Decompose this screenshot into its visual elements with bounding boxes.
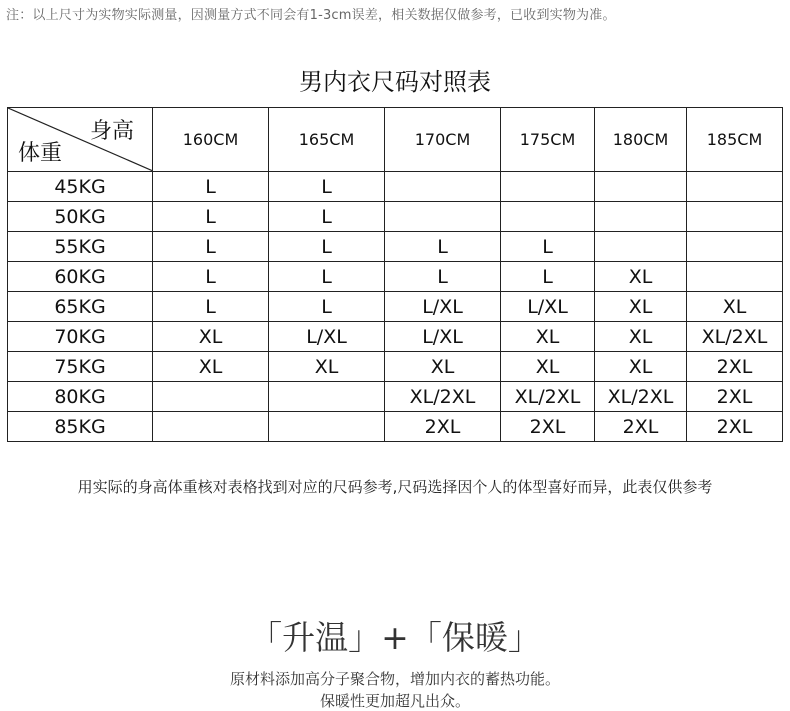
size-cell: L: [269, 202, 385, 232]
size-cell: [385, 202, 501, 232]
row-header-weight: 85KG: [8, 412, 153, 442]
size-cell: 2XL: [595, 412, 687, 442]
size-cell: 2XL: [687, 382, 783, 412]
column-header-height: 180CM: [595, 108, 687, 172]
size-cell: [687, 262, 783, 292]
size-cell: [687, 202, 783, 232]
size-cell: XL/2XL: [501, 382, 595, 412]
row-header-weight: 65KG: [8, 292, 153, 322]
corner-header-cell: [8, 108, 153, 172]
size-cell: XL/2XL: [687, 322, 783, 352]
size-cell: XL: [595, 352, 687, 382]
size-cell: L: [501, 262, 595, 292]
row-header-weight: 70KG: [8, 322, 153, 352]
row-header-weight: 50KG: [8, 202, 153, 232]
size-cell: XL: [269, 352, 385, 382]
table-row: [8, 412, 783, 442]
size-cell: XL: [385, 352, 501, 382]
size-cell: XL: [501, 322, 595, 352]
column-header-height: 185CM: [687, 108, 783, 172]
table-row: [8, 352, 783, 382]
size-cell: L: [385, 232, 501, 262]
column-header-height: 170CM: [385, 108, 501, 172]
size-cell: [687, 172, 783, 202]
size-cell: [269, 412, 385, 442]
size-cell: XL/2XL: [595, 382, 687, 412]
row-header-weight: 45KG: [8, 172, 153, 202]
size-cell: [595, 232, 687, 262]
table-row: [8, 202, 783, 232]
size-cell: [595, 202, 687, 232]
size-cell: [595, 172, 687, 202]
row-header-weight: 60KG: [8, 262, 153, 292]
size-cell: XL: [153, 352, 269, 382]
table-row: [8, 382, 783, 412]
table-row: [8, 292, 783, 322]
promo-description-line: 保暖性更加超凡出众。: [319, 692, 470, 710]
size-cell: L: [153, 232, 269, 262]
size-cell: XL: [687, 292, 783, 322]
size-cell: L: [153, 172, 269, 202]
size-cell: 2XL: [687, 412, 783, 442]
size-cell: L: [153, 202, 269, 232]
row-header-weight: 75KG: [8, 352, 153, 382]
measurement-note: 注：以上尺寸为实物实际测量，因测量方式不同会有1-3cm误差，相关数据仅做参考，已收到实物为准。: [6, 8, 616, 23]
size-cell: L/XL: [269, 322, 385, 352]
size-cell: L: [269, 232, 385, 262]
size-cell: 2XL: [385, 412, 501, 442]
size-cell: [687, 232, 783, 262]
size-cell: XL: [501, 352, 595, 382]
size-cell: L: [501, 232, 595, 262]
size-cell: L: [269, 262, 385, 292]
size-cell: [269, 382, 385, 412]
promo-description-line: 原材料添加高分子聚合物，增加内衣的蓄热功能。: [229, 670, 560, 688]
size-cell: 2XL: [687, 352, 783, 382]
table-row: [8, 322, 783, 352]
row-header-weight: 55KG: [8, 232, 153, 262]
table-row: [8, 232, 783, 262]
size-cell: L: [153, 262, 269, 292]
promo-headline: 「升温」+「保暖」: [249, 618, 541, 657]
table-footnote: 用实际的身高体重核对表格找到对应的尺码参考,尺码选择因个人的体型喜好而异，此表仅供参考: [77, 478, 713, 496]
row-header-weight: 80KG: [8, 382, 153, 412]
size-chart-table: [7, 107, 783, 442]
size-cell: L: [385, 262, 501, 292]
size-cell: 2XL: [501, 412, 595, 442]
size-cell: XL: [595, 262, 687, 292]
size-cell: [385, 172, 501, 202]
size-cell: XL: [153, 322, 269, 352]
column-header-height: 165CM: [269, 108, 385, 172]
size-cell: [153, 382, 269, 412]
size-cell: XL/2XL: [385, 382, 501, 412]
size-cell: L/XL: [385, 322, 501, 352]
size-cell: L: [269, 292, 385, 322]
size-cell: [501, 202, 595, 232]
height-axis-label: 身高: [89, 119, 134, 144]
table-header-row: [8, 108, 783, 172]
size-cell: XL: [595, 322, 687, 352]
size-cell: [501, 172, 595, 202]
weight-axis-label: 体重: [18, 141, 63, 166]
size-cell: L: [269, 172, 385, 202]
page-title: 男内衣尺码对照表: [299, 68, 491, 96]
size-cell: [153, 412, 269, 442]
size-cell: L/XL: [385, 292, 501, 322]
column-header-height: 175CM: [501, 108, 595, 172]
column-header-height: 160CM: [153, 108, 269, 172]
table-row: [8, 172, 783, 202]
size-cell: XL: [595, 292, 687, 322]
table-row: [8, 262, 783, 292]
size-cell: L: [153, 292, 269, 322]
size-cell: L/XL: [501, 292, 595, 322]
